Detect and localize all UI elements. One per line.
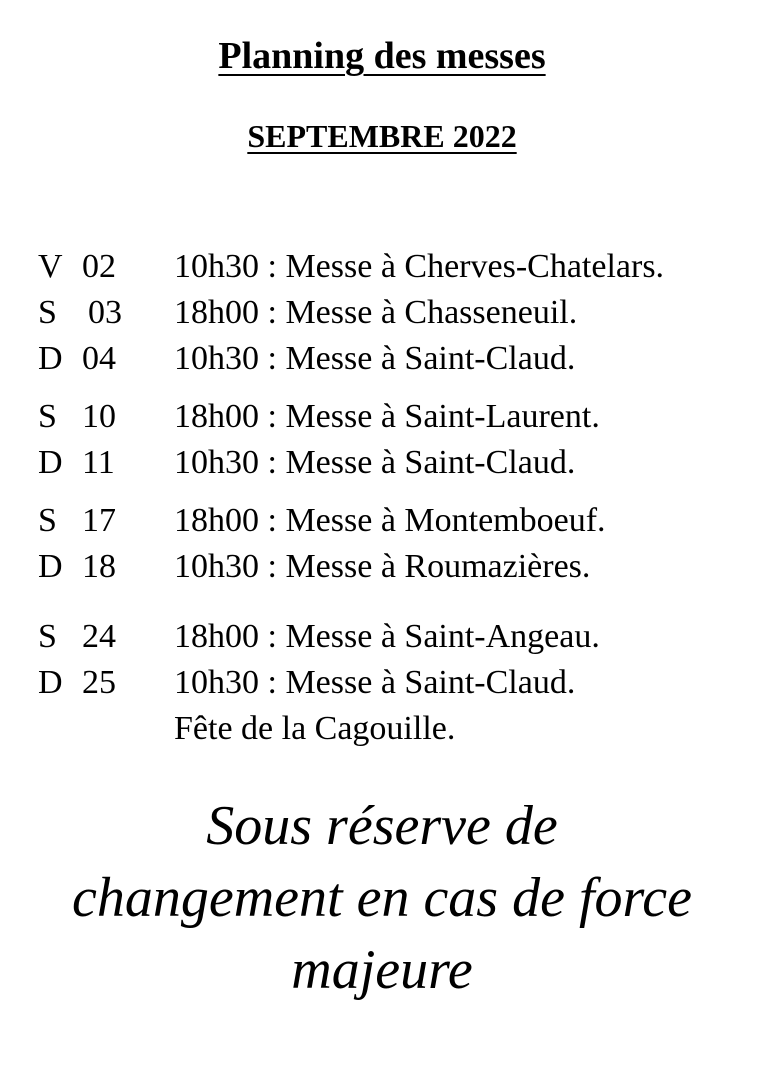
mass-entry: 18h00 : Messe à Chasseneuil. <box>174 294 578 331</box>
day-letter: D <box>38 664 63 701</box>
notice-line: changement en cas de force <box>72 867 692 929</box>
page-title: Planning des messes <box>218 35 546 77</box>
day-date: 25 <box>82 664 116 701</box>
day-date: 18 <box>82 548 116 585</box>
schedule-row <box>38 498 758 544</box>
schedule-row <box>38 544 758 590</box>
mass-entry: 10h30 : Messe à Saint-Claud. <box>174 444 576 481</box>
mass-schedule <box>38 244 758 752</box>
day-letter: D <box>38 548 63 585</box>
day-letter: S <box>38 502 57 539</box>
day-letter: D <box>38 444 63 481</box>
day-date: 24 <box>82 618 116 655</box>
schedule-row <box>38 614 758 660</box>
mass-entry: 18h00 : Messe à Saint-Angeau. <box>174 618 600 655</box>
day-date: 03 <box>88 294 122 331</box>
notice-line: Sous réserve de <box>206 795 558 857</box>
mass-entry: 10h30 : Messe à Roumazières. <box>174 548 591 585</box>
day-letter: S <box>38 398 57 435</box>
day-date: 04 <box>82 340 116 377</box>
feast-note: Fête de la Cagouille. <box>174 710 456 747</box>
schedule-row <box>38 440 758 486</box>
mass-entry: 10h30 : Messe à Saint-Claud. <box>174 664 576 701</box>
schedule-row <box>38 394 758 440</box>
notice-line: majeure <box>291 939 473 1001</box>
day-date: 10 <box>82 398 116 435</box>
mass-entry: 18h00 : Messe à Montemboeuf. <box>174 502 606 539</box>
disclaimer-notice <box>0 790 764 1006</box>
day-date: 11 <box>82 444 115 481</box>
mass-entry: 10h30 : Messe à Saint-Claud. <box>174 340 576 377</box>
day-letter: S <box>38 294 57 331</box>
day-letter: V <box>38 248 63 285</box>
schedule-row <box>38 290 758 336</box>
day-date: 02 <box>82 248 116 285</box>
mass-entry: 18h00 : Messe à Saint-Laurent. <box>174 398 600 435</box>
schedule-row <box>38 660 758 706</box>
mass-entry: 10h30 : Messe à Cherves-Chatelars. <box>174 248 665 285</box>
schedule-note-row <box>38 706 758 752</box>
schedule-row <box>38 244 758 290</box>
day-date: 17 <box>82 502 116 539</box>
month-heading: SEPTEMBRE 2022 <box>247 118 517 154</box>
schedule-row <box>38 336 758 382</box>
day-letter: D <box>38 340 63 377</box>
day-letter: S <box>38 618 57 655</box>
